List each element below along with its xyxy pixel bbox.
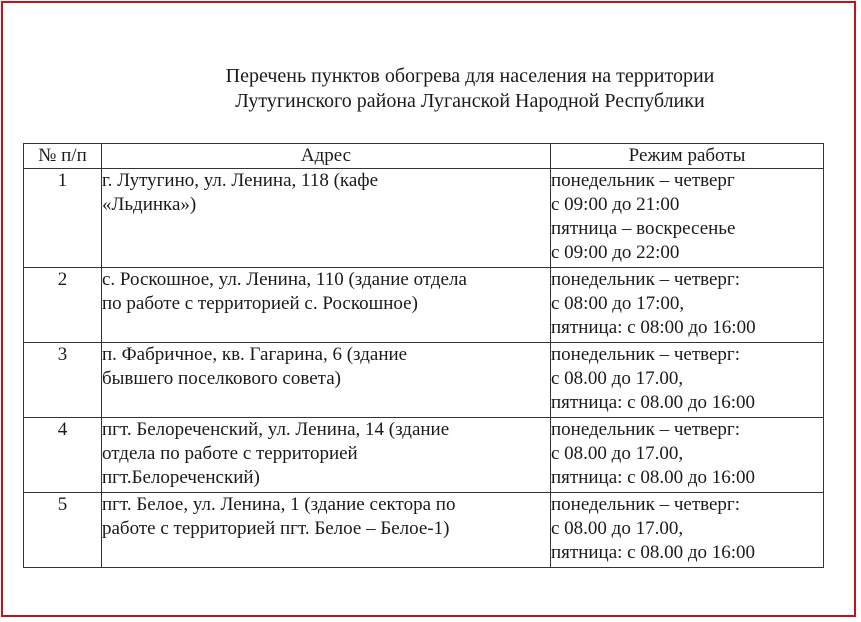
address-line: п. Фабричное, кв. Гагарина, 6 (здание xyxy=(102,344,408,365)
hours-line: с 09:00 до 22:00 xyxy=(551,242,680,263)
hours-line: понедельник – четверг xyxy=(551,170,735,191)
row-number: 2 xyxy=(24,268,102,343)
row-address xyxy=(102,418,551,493)
hours-line: понедельник – четверг: xyxy=(551,494,740,515)
hours-line: понедельник – четверг: xyxy=(551,344,740,365)
address-line: пгт. Белое, ул. Ленина, 1 (здание сектора по xyxy=(102,494,456,515)
address-line: отдела по работе с территорией xyxy=(102,443,358,464)
table-row xyxy=(24,268,824,343)
row-address xyxy=(102,169,551,268)
table-row xyxy=(24,343,824,418)
hours-line: понедельник – четверг: xyxy=(551,269,740,290)
row-address xyxy=(102,268,551,343)
row-address xyxy=(102,343,551,418)
hours-line: с 08.00 до 17.00, xyxy=(551,518,684,539)
row-hours xyxy=(551,268,824,343)
address-line: г. Лутугино, ул. Ленина, 118 (кафе xyxy=(102,170,379,191)
document-title xyxy=(100,64,840,114)
address-line: «Льдинка») xyxy=(102,194,197,215)
hours-line: пятница: с 08:00 до 16:00 xyxy=(551,317,756,338)
hours-line: понедельник – четверг: xyxy=(551,419,740,440)
table-row xyxy=(24,493,824,568)
row-address xyxy=(102,493,551,568)
address-line: бывшего поселкового совета) xyxy=(102,368,341,389)
hours-line: пятница: с 08.00 до 16:00 xyxy=(551,392,756,413)
row-number: 4 xyxy=(24,418,102,493)
table-header-row xyxy=(24,144,824,169)
row-hours xyxy=(551,169,824,268)
title-line-1: Перечень пунктов обогрева для населения на территории xyxy=(225,65,715,87)
row-hours xyxy=(551,343,824,418)
address-line: работе с территорией пгт. Белое – Белое-1) xyxy=(102,518,450,539)
row-number: 3 xyxy=(24,343,102,418)
row-number: 1 xyxy=(24,169,102,268)
address-line: по работе с территорией с. Роскошное) xyxy=(102,293,418,314)
header-hours: Режим работы xyxy=(551,144,824,169)
address-line: с. Роскошное, ул. Ленина, 110 (здание отдела xyxy=(102,269,467,290)
heating-points-table xyxy=(23,143,824,568)
title-line-2: Лутугинского района Луганской Народной Республики xyxy=(235,90,705,112)
row-hours xyxy=(551,493,824,568)
hours-line: пятница – воскресенье xyxy=(551,218,736,239)
hours-line: с 09:00 до 21:00 xyxy=(551,194,680,215)
header-address: Адрес xyxy=(102,144,551,169)
hours-line: пятница: с 08.00 до 16:00 xyxy=(551,467,756,488)
hours-line: с 08.00 до 17.00, xyxy=(551,368,684,389)
address-line: пгт.Белореченский) xyxy=(102,467,260,488)
hours-line: пятница: с 08.00 до 16:00 xyxy=(551,542,756,563)
row-number: 5 xyxy=(24,493,102,568)
header-num: № п/п xyxy=(24,144,102,169)
table-row xyxy=(24,418,824,493)
row-hours xyxy=(551,418,824,493)
hours-line: с 08.00 до 17.00, xyxy=(551,443,684,464)
table-row xyxy=(24,169,824,268)
hours-line: с 08:00 до 17:00, xyxy=(551,293,685,314)
address-line: пгт. Белореченский, ул. Ленина, 14 (здание xyxy=(102,419,450,440)
